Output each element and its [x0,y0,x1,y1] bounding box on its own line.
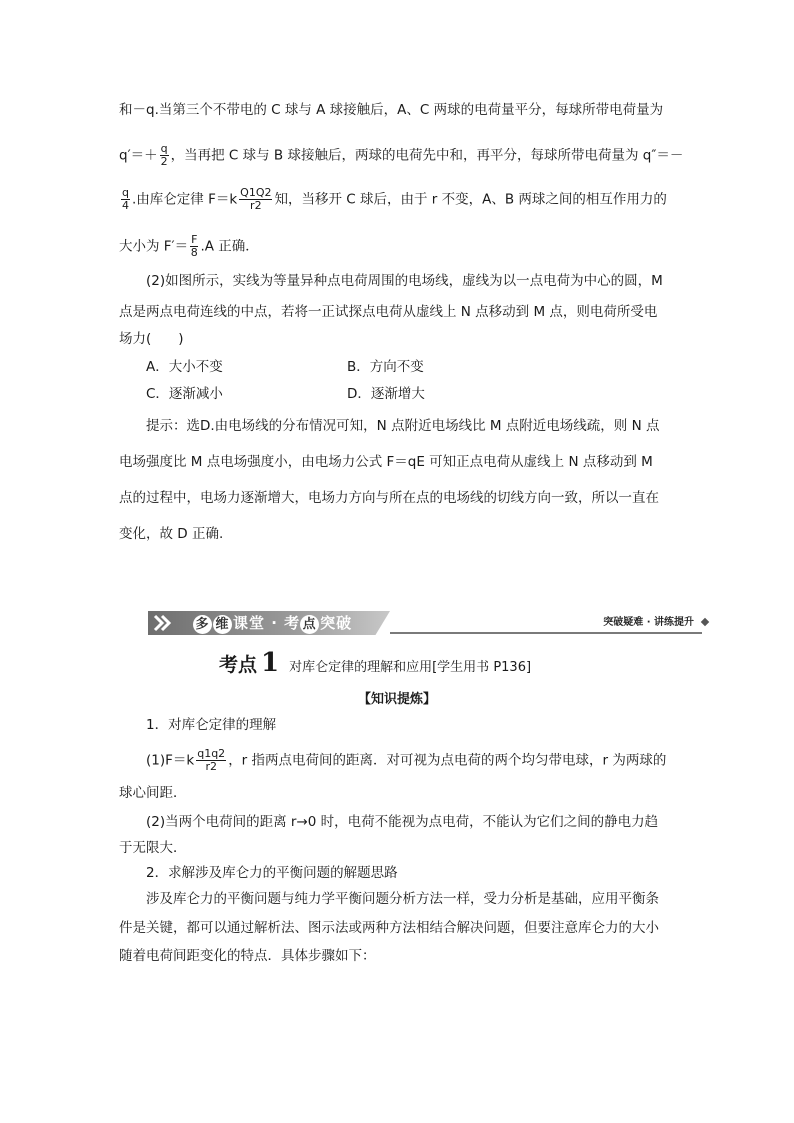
para1-line4-start: 大小为 F′＝ [119,238,189,255]
hint-line3: 点的过程中，电场力逐渐增大，电场力方向与所在点的电场线的切线方向一致，所以一直在 [119,490,659,506]
section-banner [148,611,708,635]
para1-line2-end: ，当再把 C 球与 B 球接触后，两球的电荷先中和，再平分，每球所带电荷量为 q″＝－ [170,147,684,164]
body-p3-line1: 涉及库仑力的平衡问题与纯力学平衡问题分析方法一样，受力分析是基础，应用平衡条 [146,891,659,907]
question-line2: 点是两点电荷连线的中点，若将一正试探点电荷从虚线上 N 点移动到 M 点，则电荷所受电 [119,304,658,320]
body-p2-line2: 于无限大． [119,840,187,856]
para1-line3-end: 知，当移开 C 球后，由于 r 不变，A、B 两球之间的相互作用力的 [274,191,667,208]
option-a[interactable]: A．大小不变 [146,359,223,375]
hint-line2: 电场强度比 M 点电场强度小，由电场力公式 F＝qE 可知正点电荷从虚线上 N 点移动到 M [119,454,653,470]
fraction-q1q2-over-r2: $\frac{q1q2}{r2}$ [197,747,226,773]
body-p3-line2: 件是关键，都可以通过解析法、图示法或两种方法相结合解决问题，但要注意库仑力的大小 [119,920,659,936]
section-number: 1 [261,648,280,678]
fraction-q-over-2: $\frac{q}{2}$ [160,142,168,168]
para1-line2-start: q′＝＋ [119,147,158,164]
para1-line3-mid: .由库仑定律 F＝k [131,191,238,208]
para1-line1: 和－q.当第三个不带电的 C 球与 A 球接触后，A、C 两球的电荷量平分，每球所带电荷量为 [119,102,664,118]
body-p1-line2: 球心间距． [119,785,187,801]
section-subtitle: 对库仑定律的理解和应用[学生用书 P136] [289,660,532,675]
question-line3: 场力( ) [119,331,184,347]
para1-line3 [119,187,667,212]
option-c[interactable]: C．逐渐减小 [146,386,223,402]
section-label: 考点 [219,654,258,676]
option-b[interactable]: B．方向不变 [347,359,424,375]
banner-rule [390,632,702,634]
diamond-icon [701,618,709,626]
para1-line2 [119,143,683,168]
knowledge-heading: 【知识提炼】 [357,692,436,707]
para1-line4 [119,234,259,259]
fraction-q-over-4: $\frac{q}{4}$ [121,186,129,212]
fraction-coulomb: $\frac{Q1Q2}{r2}$ [240,186,272,212]
body-p1-line1: (1)F＝k $\frac{q1q2}{r2}$ ，r 指两点电荷间的距离．对可视为点电荷的两个均匀带电球，r 为两球的 [146,747,667,773]
body-p3-line3: 随着电荷间距变化的特点．具体步骤如下： [119,948,376,964]
hint-line1: 提示：选D.由电场线的分布情况可知，N 点附近电场线比 M 点附近电场线疏，则 N 点 [146,418,660,434]
fraction-f-over-8: $\frac{F}{8}$ [190,233,198,259]
double-chevron-icon [152,613,172,633]
para1-line4-end: .A 正确． [200,238,259,255]
heading-2: 2．求解涉及库仑力的平衡问题的解题思路 [146,865,398,881]
banner-tagline: 突破疑难 · 讲练提升 [603,617,694,628]
question-line1: (2)如图所示，实线为等量异种点电荷周围的电场线，虚线为以一点电荷为中心的圆，M [146,273,663,289]
hint-line4: 变化，故 D 正确. [119,526,224,542]
section-title [219,648,531,678]
body-p2-line1: (2)当两个电荷间的距离 r→0 时，电荷不能视为点电荷，不能认为它们之间的静电力趋 [146,814,659,830]
banner-title: 多 维 课堂 · 考 点 突破 [193,613,352,634]
option-d[interactable]: D．逐渐增大 [347,386,425,402]
heading-1: 1．对库仑定律的理解 [146,717,277,733]
